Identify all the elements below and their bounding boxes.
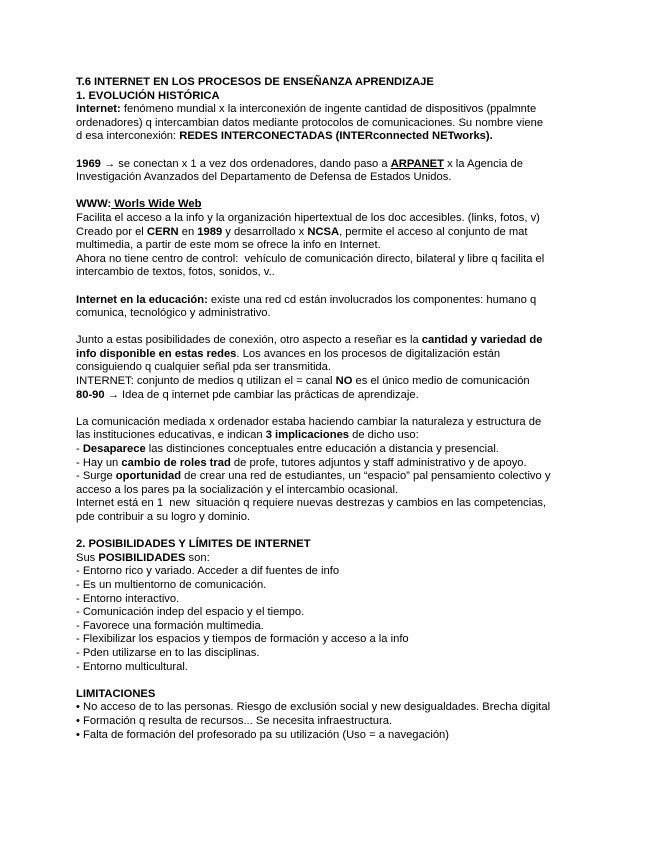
- section-heading-posibilidades: 2. POSIBILIDADES Y LÍMITES DE INTERNET: [76, 538, 311, 551]
- paragraph-internet-educacion: Internet en la educación: existe una red cd están involucrados los componentes: humano q comunica, tecnológico y administrativo.: [76, 293, 537, 320]
- paragraph-www: WWW: Worls Wide Web Facilita el acceso a la info y la organización hipertextual de los doc accesibles. (links, fotos, v) Creado por el CERN en 1989 y desarrollado x NCSA, permite el acceso al conjunto de mat multimedia, a partir de este mom se ofrece la info en Internet. Ahora no tiene centro de control: vehículo de comunicación directo, bilateral y libre q facilita el intercambio de textos, fotos, sonidos, v..: [76, 198, 545, 279]
- list-item: • Formación q resulta de recursos... Se necesita infraestructura.: [76, 714, 393, 727]
- posibilidades-intro: Sus POSIBILIDADES son:: [76, 551, 210, 564]
- list-item: - Comunicación indep del espacio y el tiempo.: [76, 606, 305, 619]
- list-item: - Entorno rico y variado. Acceder a dif fuentes de info: [76, 565, 340, 578]
- list-item: - Flexibilizar los espacios y tiempos de formación y acceso a la info: [76, 633, 409, 646]
- list-item: - Entorno interactivo.: [76, 592, 180, 605]
- paragraph-cantidad-info: Junto a estas posibilidades de conexión, otro aspecto a reseñar es la cantidad y variedad de info disponible en estas redes. Los avances en los procesos de digitalización están consiguiendo q cualquier señal pda ser transmitida. INTERNET: conjunto de medios q utilizan el = canal NO es el único medio de comunicación 80-90 → Idea de q internet pde cambiar las prácticas de aprendizaje.: [76, 334, 543, 401]
- posibilidades-list: [76, 565, 586, 674]
- document-title: T.6 INTERNET EN LOS PROCESOS DE ENSEÑANZA APRENDIZAJE: [76, 76, 434, 88]
- list-item: - Pden utilizarse en to las disciplinas.: [76, 646, 260, 659]
- list-item: • No acceso de to las personas. Riesgo de exclusión social y new desigualdades. Brecha digital: [76, 701, 551, 714]
- paragraph-1969-arpanet: 1969 → se conectan x 1 a vez dos ordenadores, dando paso a ARPANET x la Agencia de Investigación Avanzados del Departamento de Defensa de Estados Unidos.: [76, 157, 523, 184]
- paragraph-implicaciones: La comunicación mediada x ordenador estaba haciendo cambiar la naturaleza y estructura de las instituciones educativas, e indican 3 implicaciones de dicho uso: - Desaparece las distinciones conceptuales entre educación a distancia y presencial. - Hay un cambio de roles trad de profe, tutores adjuntos y staff administrativo y de apoyo. - Surge oportunidad de crear una red de estudiantes, un “espacio” pal pensamiento colectivo y acceso a los pares pa la socialización y el intercambio ocasional. Internet está en 1 new situación q requiere nuevas destrezas y cambios en las competencias, pde contribuir a su logro y dominio.: [76, 415, 551, 523]
- list-item: • Falta de formación del profesorado pa su utilización (Uso = a navegación): [76, 728, 450, 741]
- section-heading-limitaciones: LIMITACIONES: [76, 687, 156, 700]
- section-heading-evolucion: 1. EVOLUCIÓN HISTÓRICA: [76, 89, 220, 102]
- paragraph-internet-definition: Internet: fenómeno mundial x la interconexión de ingente cantidad de dispositivos (ppalmnte ordenadores) q intercambian datos mediante protocolos de comunicaciones. Su nombre viene d esa interconexión: REDES INTERCONECTADAS (INTERconnected NETworks).: [76, 103, 544, 143]
- limitaciones-list: [76, 701, 586, 742]
- document-content: [76, 76, 586, 742]
- list-item: - Favorece una formación multimedia.: [76, 619, 264, 632]
- list-item: - Es un multientorno de comunicación.: [76, 578, 267, 591]
- list-item: - Entorno multicultural.: [76, 660, 188, 673]
